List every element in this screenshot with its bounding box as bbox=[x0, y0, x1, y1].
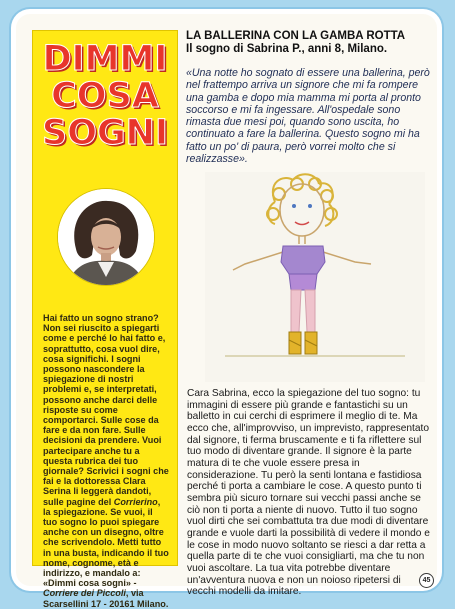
title-line-1: DIMMI bbox=[42, 39, 168, 79]
sidebar-panel bbox=[32, 30, 178, 609]
child-drawing bbox=[205, 172, 425, 382]
dream-interpretation: Cara Sabrina, ecco la spiegazione del tuo sogno: tu immagini di essere più grande e fantastichi su un balletto in cui cerchi di esprimere il meglio di te. Ma ecco che, all'improvviso, un imprevisto, rappresentato dal signore, ti ferma bruscamente e ti fa riflettere sul tuo modo di diventare grande. Il signore è la parte matura di te che vuole essere presa in considerazione. Tu però la senti lontana e fastidiosa perché ti porta a cambiare le cose. A questo punto ti sembra più sicuro tornare sui vecchi passi anche se ciò non ti porta a niente di nuovo. Tutto il tuo sogno vuol dirti che sei combattuta tra due modi di diventare grande e vuole darti la possibilità di vedere il mondo e le cose in modo nuovo soltanto se riesci a dar retta a quella parte di te che vuoi consigliarti, ma che tu non vuoi ascoltare. La tua vita potrebbe diventare un'avventura nuova e non un noioso ripetersi di vecchi modelli da imitare. bbox=[187, 388, 430, 598]
author-portrait bbox=[57, 188, 155, 286]
page-number: 45 bbox=[419, 573, 434, 588]
intro-text: Hai fatto un sogno strano? Non sei riuscito a spiegarti come e perché lo hai fatto e, soprattutto, cosa vuol dire, cosa significhi. I sogni possono nascondere la spiegazione di nostri problemi e, se interpretati, possono anche darci delle risposte su come comportarci. Sulle cose da fare e da non fare. Sulle decisioni da prendere. Vuoi partecipare anche tu a questa rubrica dei tuo giornale? Scrivici i sogni che fai e la dottoressa Clara Serina li leggerà dandoti, sulle pagine del bbox=[43, 313, 169, 507]
title-line-3: SOGNI bbox=[41, 113, 168, 153]
magazine-name: Corrierino bbox=[113, 496, 158, 507]
column-instructions bbox=[43, 313, 169, 609]
title-line-2: COSA bbox=[51, 76, 159, 116]
dream-quote: «Una notte ho sognato di essere una ballerina, però nel frattempo arriva un signore che mi fa rompere una gamba e dopo mia mamma mi porta al pronto soccorso e mi fa ingessare. All'ospedale sono rimasta due mesi poi, quando sono uscita, ho continuato a fare la ballerina. Questo sogno mi ha fatto un po' di paura, però vorrei molto che si realizzasse». bbox=[186, 67, 430, 166]
story-heading bbox=[186, 30, 431, 56]
story-subtitle: Il sogno di Sabrina P., anni 8, Milano. bbox=[186, 43, 388, 55]
intro-text-cont: , la spiegazione. Se vuoi, il tuo sogno lo puoi spiegare anche con un disegno, oltre che scrivendolo. Metti tutto in una busta, indicando il tuo nome, cognome, età e indirizzo, e mandalo a: «Dimmi cosa sogni» - bbox=[43, 496, 169, 589]
publisher-name: Corriere dei Piccoli bbox=[43, 588, 126, 599]
address-text: , via Scarsellini 17 - 20161 Milano. bbox=[43, 588, 169, 609]
story-title: LA BALLERINA CON LA GAMBA ROTTA bbox=[186, 30, 406, 42]
column-title bbox=[33, 41, 177, 152]
